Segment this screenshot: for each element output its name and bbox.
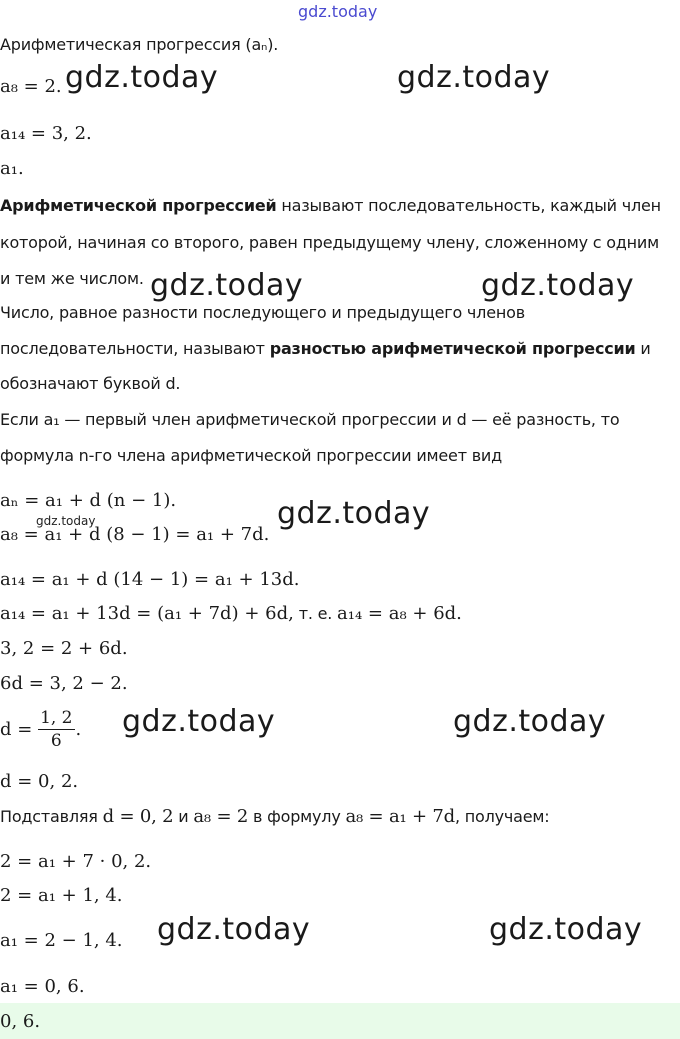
watermark: gdz.today xyxy=(65,60,219,95)
formula-intro-line-1: Если a₁ — первый член арифметической прогрессии и d — её разность, то xyxy=(0,410,620,429)
step-eq-1: 3, 2 = 2 + 6d. xyxy=(0,638,128,659)
definition-line-1: Арифметической прогрессией называют последовательность, каждый член xyxy=(0,196,661,215)
answer-box xyxy=(0,1003,680,1039)
watermark: gdz.today xyxy=(277,496,431,531)
step-a8: a₈ = a₁ + d (8 − 1) = a₁ + 7d. xyxy=(0,524,270,545)
answer-value: 0, 6. xyxy=(0,1011,41,1032)
step-compute-3: a₁ = 2 − 1, 4. xyxy=(0,930,123,951)
given-intro: Арифметическая прогрессия (aₙ). xyxy=(0,35,279,54)
step-a14: a₁₄ = a₁ + d (14 − 1) = a₁ + 13d. xyxy=(0,569,300,590)
find-a1: a₁. xyxy=(0,158,24,179)
definition-term: Арифметической прогрессией xyxy=(0,196,277,215)
general-formula: aₙ = a₁ + d (n − 1). xyxy=(0,490,177,511)
watermark: gdz.today xyxy=(489,912,643,947)
watermark-small: gdz.today xyxy=(36,514,96,528)
watermark: gdz.today xyxy=(157,912,311,947)
watermark: gdz.today xyxy=(453,704,607,739)
step-compute-4: a₁ = 0, 6. xyxy=(0,976,85,997)
step-relation: a₁₄ = a₁ + 13d = (a₁ + 7d) + 6d, т. е. a₁₄ = a₈ + 6d. xyxy=(0,603,462,624)
watermark: gdz.today xyxy=(150,268,304,303)
substitution-line: Подставляя d = 0, 2 и a₈ = 2 в формулу a₈ = a₁ + 7d, получаем: xyxy=(0,806,550,827)
watermark: gdz.today xyxy=(122,704,276,739)
step-compute-2: 2 = a₁ + 1, 4. xyxy=(0,885,123,906)
fraction: $\frac{1, 2}{6}$ xyxy=(40,708,73,751)
difference-line-1: Число, равное разности последующего и предыдущего членов xyxy=(0,303,525,322)
formula-intro-line-2: формула n-го члена арифметической прогрессии имеет вид xyxy=(0,446,502,465)
definition-line-2: которой, начиная со второго, равен предыдущему члену, сложенному с одним xyxy=(0,233,659,252)
watermark: gdz.today xyxy=(481,268,635,303)
given-a14: a₁₄ = 3, 2. xyxy=(0,123,92,144)
watermark: gdz.today xyxy=(397,60,551,95)
given-a8: a₈ = 2. xyxy=(0,76,62,97)
watermark-header: gdz.today xyxy=(298,2,378,21)
difference-line-3: обозначают буквой d. xyxy=(0,374,181,393)
step-compute-1: 2 = a₁ + 7 · 0, 2. xyxy=(0,851,152,872)
step-d-value: d = 0, 2. xyxy=(0,771,79,792)
difference-line-2: последовательности, называют разностью арифметической прогрессии и xyxy=(0,339,651,358)
step-fraction: d = $\frac{1, 2}{6}$ . xyxy=(0,708,82,751)
step-eq-2: 6d = 3, 2 − 2. xyxy=(0,673,128,694)
difference-term: разностью арифметической прогрессии xyxy=(269,339,636,358)
definition-line-3: и тем же числом. xyxy=(0,269,144,288)
